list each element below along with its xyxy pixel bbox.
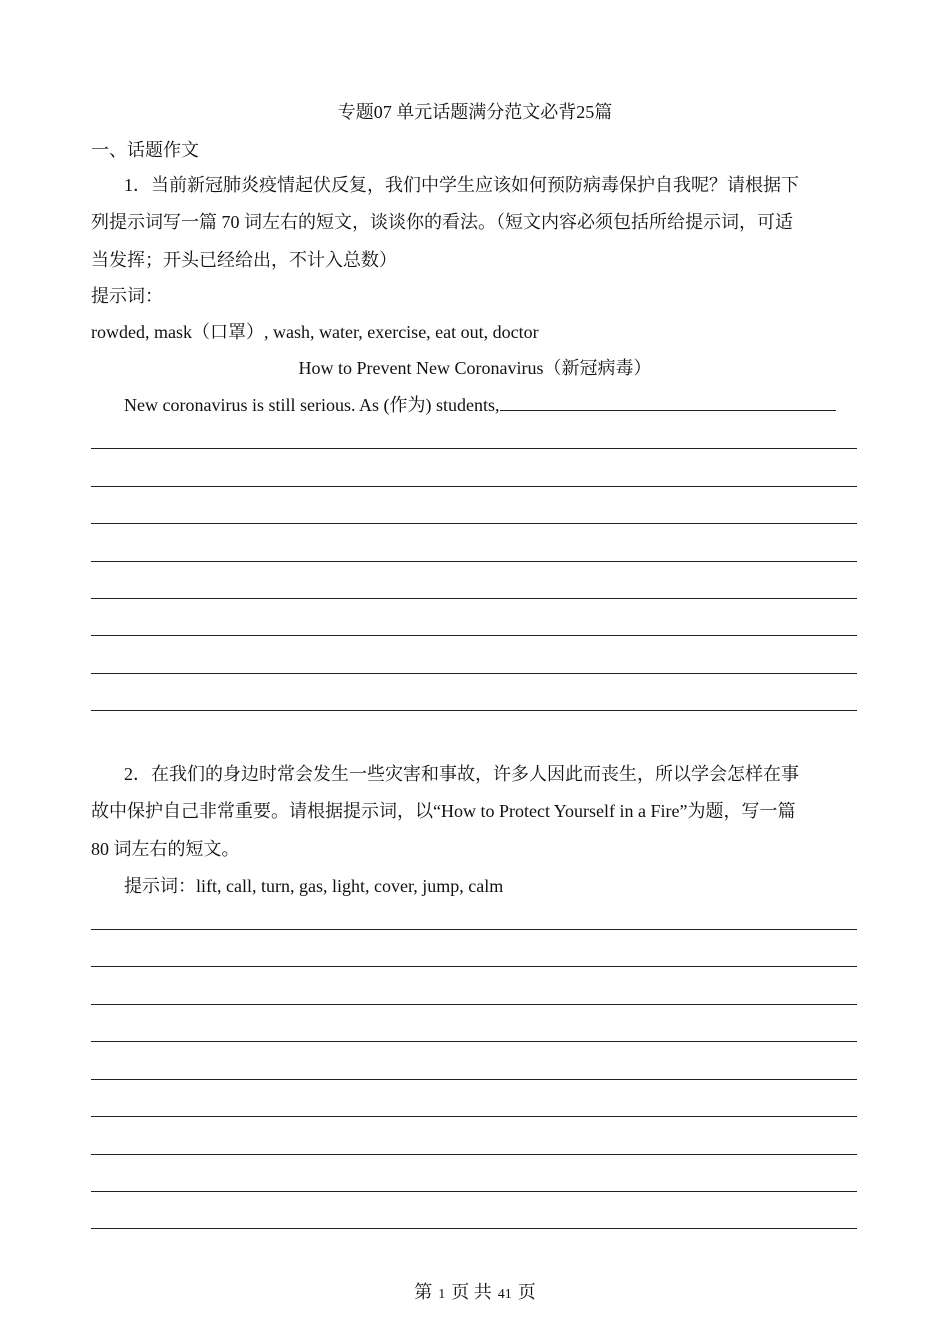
q2-answer-line xyxy=(91,1154,857,1155)
q2-answer-line xyxy=(91,966,857,967)
q2-answer-line xyxy=(91,1191,857,1192)
q2-answer-line xyxy=(91,1228,857,1229)
q1-answer-line xyxy=(91,486,857,487)
q2-prompt-line-1: 2．在我们的身边时常会发生一些灾害和事故，许多人因此而丧生，所以学会怎样在事 xyxy=(124,764,799,784)
q1-essay-start-text: New coronavirus is still serious. As (作为) students, xyxy=(124,395,500,415)
q1-prompt-line-2: 列提示词写一篇 70 词左右的短文，谈谈你的看法。（短文内容必须包括所给提示词，可适 xyxy=(91,212,793,232)
q1-essay-start-line xyxy=(124,394,836,416)
q1-prompt-line-1: 1．当前新冠肺炎疫情起伏反复，我们中学生应该如何预防病毒保护自我呢？请根据下 xyxy=(124,175,799,195)
footer-suffix: 页 xyxy=(517,1282,536,1302)
footer-page-number: 1 xyxy=(438,1287,446,1302)
page-footer xyxy=(0,1281,950,1306)
q2-answer-line xyxy=(91,1004,857,1005)
q2-hint: 提示词：lift, call, turn, gas, light, cover, jump, calm xyxy=(124,876,504,896)
q2-answer-line xyxy=(91,929,857,930)
q1-answer-line xyxy=(91,448,857,449)
q1-answer-line xyxy=(91,673,857,674)
q1-hint-words: rowded, mask（口罩）, wash, water, exercise, eat out, doctor xyxy=(91,322,539,342)
q1-answer-line xyxy=(91,523,857,524)
q1-answer-line xyxy=(91,710,857,711)
q1-prompt-line-3: 当发挥；开头已经给出，不计入总数） xyxy=(91,250,397,270)
q2-answer-line xyxy=(91,1116,857,1117)
q2-prompt-line-3: 80 词左右的短文。 xyxy=(91,839,240,859)
document-title: 专题07 单元话题满分范文必背25篇 xyxy=(337,102,613,122)
q2-prompt-line-2: 故中保护自己非常重要。请根据提示词，以“How to Protect Yourself in a Fire”为题，写一篇 xyxy=(91,801,796,821)
q1-answer-line xyxy=(91,598,857,599)
footer-total-pages: 41 xyxy=(497,1287,512,1302)
q1-essay-title: How to Prevent New Coronavirus（新冠病毒） xyxy=(298,358,652,378)
q1-answer-line xyxy=(91,561,857,562)
footer-middle: 页 共 xyxy=(451,1282,492,1302)
q1-hint-label: 提示词： xyxy=(91,286,163,306)
section-heading: 一、话题作文 xyxy=(91,140,199,160)
q1-answer-blank-inline xyxy=(500,394,836,411)
q2-answer-line xyxy=(91,1079,857,1080)
footer-prefix: 第 xyxy=(414,1282,433,1302)
q2-answer-line xyxy=(91,1041,857,1042)
q1-answer-line xyxy=(91,635,857,636)
